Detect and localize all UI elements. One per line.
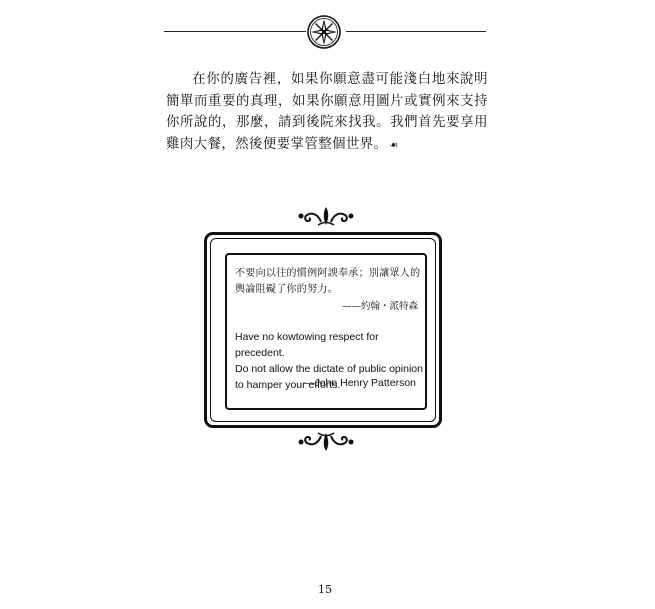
chinese-attribution: ——約翰・派特森 [341, 301, 418, 312]
scroll-ornament-icon [296, 430, 356, 454]
compass-rose-icon [306, 14, 342, 50]
end-mark-icon: ☙ [389, 139, 399, 151]
page-number: 15 [318, 583, 332, 596]
english-quote-line: Have no kowtowing respect for precedent. [235, 331, 379, 359]
english-quote-line: Do not allow the dictate of public opinion [235, 363, 423, 375]
chinese-quote: 不要向以往的慣例阿諛奉承；別讓眾人的輿論阻礙了你的努力。 [235, 268, 421, 295]
body-paragraph [166, 69, 488, 156]
page-header [0, 0, 655, 60]
english-quote-line: to hamper your efforts. [235, 379, 341, 391]
english-attribution: —John Henry Patterson [303, 377, 416, 389]
header-rule-left [164, 31, 306, 32]
header-rule-right [346, 31, 486, 32]
paragraph-text: 在你的廣告裡，如果你願意盡可能淺白地來說明簡單而重要的真理，如果你願意用圖片或實例來支持你所說的，那麼，請到後院來找我。我們首先要享用雞肉大餐，然後便要掌管整個世界。 [166, 72, 488, 152]
scroll-ornament-icon [296, 204, 356, 228]
